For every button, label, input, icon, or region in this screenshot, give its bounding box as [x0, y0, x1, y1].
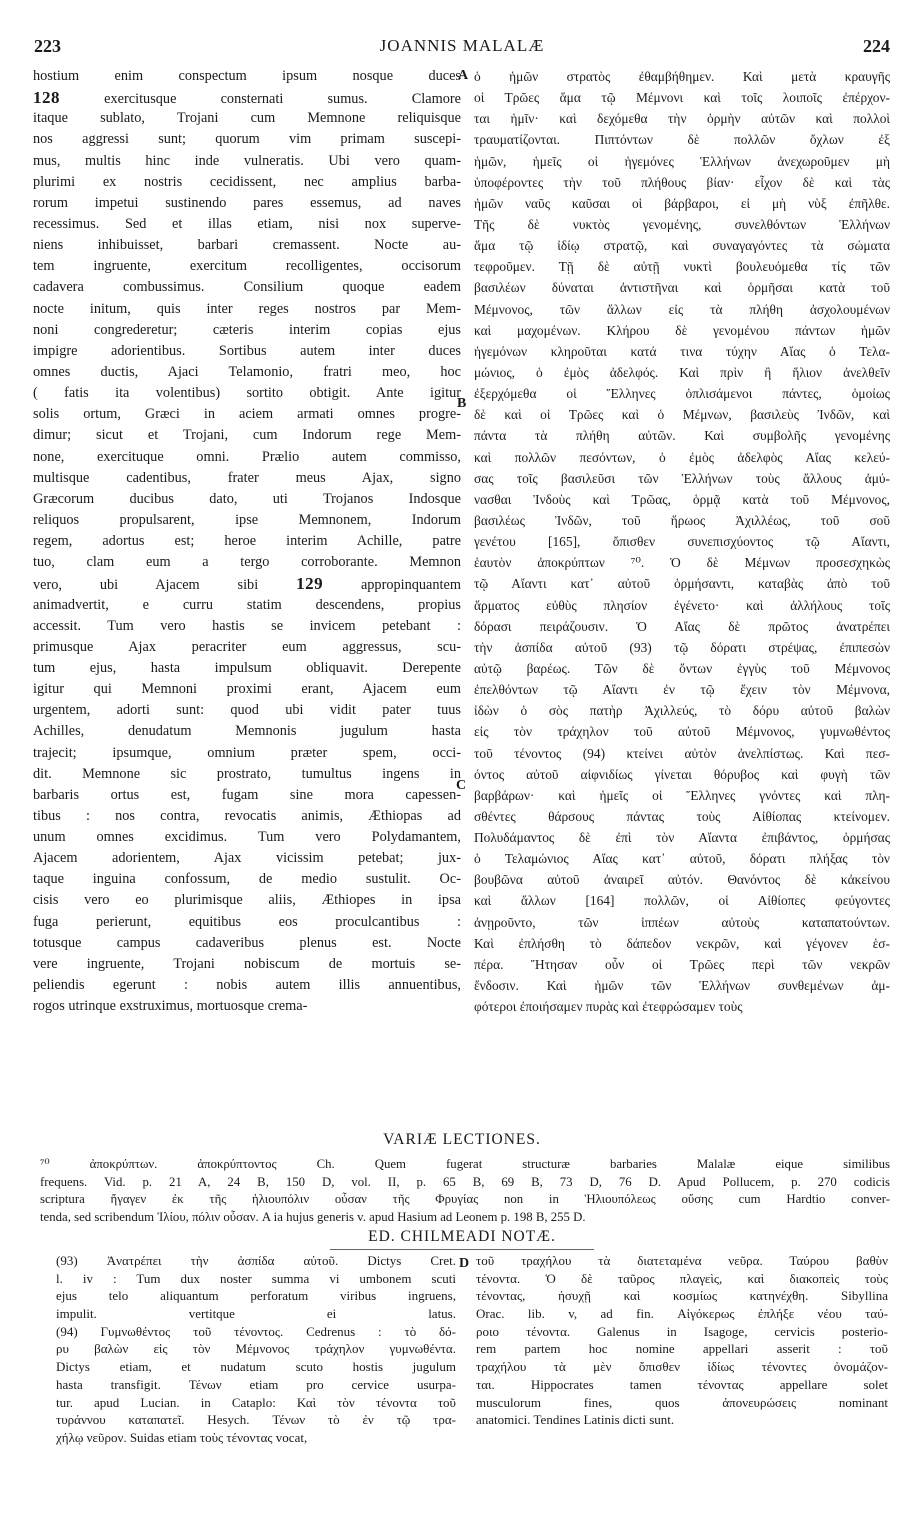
text-line: γενέτου [165], ὄπισθεν συνεπισχύοντος τῷ Αἴαντι, — [474, 534, 890, 550]
text-line: dimur; sicut et Trojani, cum Indorum rege Mem- — [33, 427, 461, 444]
text-line: fuga perierunt, equitibus eos proculcantibus : — [33, 913, 461, 930]
note-line: ejus telo aliquantum perforatum viribus ingruens, — [56, 1288, 456, 1304]
text-line: μώνιος, ὁ ἐμὸς ἀδελφός. Καὶ πρὶν ἢ ἥλιον ἀνελθεῖν — [474, 364, 890, 380]
text-line: nocte initum, quis inter reges nostros par Mem- — [33, 300, 461, 317]
text-line: δόρασι πειράζουσιν. Ὁ Αἴας δὲ πρῶτος ἀνατρέπει — [474, 618, 890, 634]
text-line: Græcorum ducibus dato, uti Trojanos Indosque — [33, 490, 461, 507]
text-line: όντος αὐτοῦ αἰφνιδίως γίνεται θόρυβος καὶ φυγὴ τῶν — [474, 766, 890, 782]
text-line: βασιλέως Ἰνδῶν, τοῦ ἥρωος Ἀχιλλέως, τοῦ σοῦ — [474, 512, 890, 528]
text-line: Τῆς δὲ νυκτὸς γενομένης, συνελθόντων Ἑλλήνων — [474, 216, 890, 232]
text-line: ὁ ἡμῶν στρατὸς ἐθαμβήθημεν. Καὶ μετὰ κραυγῆς — [474, 69, 890, 84]
note-line: musculorum fines, quos ἀπονευρώσεις nominant — [476, 1394, 888, 1410]
text-line: regem, adortus est; heroe interim Achille, patre — [33, 533, 461, 550]
text-line: ἡγεμόνων κληροῦται κατά τινα τύχην Αἴας ὁ Τελα- — [474, 343, 890, 359]
text-line: Achilles, denudatum Memnonis jugulum hasta — [33, 723, 461, 740]
text-line: noni congrederetur; cæteris interim copias ejus — [33, 321, 461, 338]
text-line: itaque sublato, Trojani cum Memnone reliquisque — [33, 110, 461, 127]
text-line: barbaris ortus est, fugam sine mora capessen- — [33, 786, 461, 803]
text-line: εἰς τὸν τράχηλον τοῦ αὐτοῦ Μέμνονος, γυμνωθέντος — [474, 724, 890, 740]
text-line: Καὶ ἐπλήσθη τὸ δάπεδον νεκρῶν, καὶ γέγονεν ἑσ- — [474, 935, 890, 951]
note-line: impulit. vertitque ei latus. — [56, 1306, 456, 1322]
text-line — [33, 573, 461, 594]
note-line: Orac. lib. v, ad fin. Αἰγόκερως ἐπλήξε νέου ταύ- — [476, 1306, 888, 1322]
note-line: tur. apud Lucian. in Cataplo: Καὶ τὸν τένοντα τοῦ — [56, 1394, 456, 1410]
note-line: ρυ βαλὼν εἰς τὸν Μέμνονος τράχηλον γυμνωθέντα. — [56, 1341, 456, 1357]
text-fragment: exercitusque consternati sumus. Clamore — [104, 91, 461, 108]
text-fragment: vero, ubi Ajacem sibi — [33, 577, 259, 594]
text-line: reliquos propulsarent, ipse Memnonem, Indorum — [33, 511, 461, 528]
text-line: ἡμῶν ναῦς καῦσαι οἱ βάρβαροι, εἰ μὴ νὺξ ἐπῆλθε. — [474, 195, 890, 211]
text-line: niens inhibuisset, barbari cremassent. Nocte au- — [33, 237, 461, 254]
text-line: τὴν ἀσπίδα αὐτοῦ (93) τῷ δόρατι στρέψας, ἐπιπεσὼν — [474, 639, 890, 655]
text-line: νασθαι Ἰνδοὺς καὶ Τρῶας, ὁρμᾷ κατὰ τοῦ Μέμνονος, — [474, 491, 890, 507]
text-line: peliendis egerunt : nobis autem illis annuentibus, — [33, 977, 461, 994]
text-line: primusque Ajax peracriter eum aggressus, scu- — [33, 638, 461, 655]
text-line: impigre adorientibus. Sortibus autem inter duces — [33, 342, 461, 359]
notes-heading: ED. CHILMEADI NOTÆ. — [368, 1228, 556, 1245]
text-line: tibus : nos contra, revocatis animis, Æthiopas ad — [33, 807, 461, 824]
text-line: animadvertit, e curru statim descendens, propius — [33, 596, 461, 613]
text-line: rogos utrinque exstruximus, mortuosque crema- — [33, 998, 308, 1015]
text-line: plurimi ex nostris cecidissent, nec amplius barba- — [33, 173, 461, 190]
page-number-left: 223 — [34, 36, 61, 56]
text-line: multisque cadentibus, frater meus Ajax, signo — [33, 469, 461, 486]
notes-rule — [330, 1249, 594, 1250]
text-line: βαρβάρων· καὶ ἡμεῖς οἱ Ἕλληνες γνόντες καὶ πλη- — [474, 787, 890, 803]
notes-right-column — [476, 1252, 888, 1429]
text-line: καὶ ἄλλων [164] πολλῶν, οἱ Αἰθίοπες φεύγοντες — [474, 893, 890, 909]
text-line: totusque campus cadaveribus plenus est. Nocte — [33, 934, 461, 951]
note-line: τυράννου καταπατεῖ. Hesych. Τένων τὸ ἐν τῷ τρα- — [56, 1412, 456, 1428]
text-line: ἰδὼν ὁ σὸς πατὴρ Ἀχιλλεύς, τὸ δόρυ αὐτοῦ βαλὼν — [474, 703, 890, 719]
text-fragment: appropinquantem — [360, 577, 461, 594]
text-line: ἐξερχόμεθα οἱ Ἕλληνες ὁπλισάμενοι πάντες, ὁμοίως — [474, 386, 890, 402]
section-marker-a: A — [458, 68, 469, 83]
text-line: ἅρματος εὐθὺς πλησίον ἐγένετο· καὶ ἀλλήλους τοῖς — [474, 597, 890, 613]
note-line: Dictys etiam, et nudatum scuto hostis jugulum — [56, 1359, 456, 1375]
note-line: τοῦ τραχήλου τὰ διατεταμένα νεῦρα. Ταύρου βαθὺν — [476, 1253, 888, 1268]
text-line: τεφροῦμεν. Τῇ δὲ αὐτῇ νυκτὶ βουλευόμεθα τίς τῶν — [474, 259, 890, 275]
page-number-right: 224 — [863, 36, 890, 56]
text-line: cadavera combussimus. Consilium quoque eadem — [33, 279, 461, 296]
text-line: urgentem, adorti sunt: quod ubi vidit pater tuus — [33, 702, 461, 719]
text-line: ὑποφέροντες τὴν τοῦ πλήθους βίαν· εἶχον δὲ καὶ τὰς — [474, 174, 890, 190]
margin-number: 129 — [296, 574, 324, 594]
text-line: καὶ πολλῶν πεσόντων, ὁ ἐμὸς ἀδελφὸς Αἴας κελεύ- — [474, 449, 890, 465]
text-line: mus, multis hinc inde vulneratis. Ubi vero quam- — [33, 152, 461, 169]
text-line: τῷ Αἴαντι κατ᾽ αὐτοῦ ὁρμήσαντι, καταβὰς ἀπὸ τοῦ — [474, 576, 890, 592]
text-line: vere ingruente, Trojani nobiscum de mortuis se- — [33, 955, 461, 972]
note-line: τραχήλου τὰ μὲν ὄπισθεν ἰδίως τένοντες ὀνομάζον- — [476, 1359, 888, 1375]
note-line: τένοντα. Ὁ δὲ ταῦρος πλαγεὶς, καὶ διακοπεὶς τοὺς — [476, 1270, 888, 1286]
variant-line: tenda, sed scribendum Ἰλίου, πόλιν οὖσαν. A ia hujus generis v. apud Hasium ad Leonem p. 198 B, 255 D. — [40, 1209, 586, 1224]
note-line: ροιο τένοντα. Galenus in Isagoge, cervicis posterio- — [476, 1323, 888, 1339]
text-line: αὐτῷ βαρέως. Τῶν δὲ ὄντων ἐγγὺς τοῦ Μέμνονος — [474, 660, 890, 676]
section-marker-b: B — [457, 396, 467, 411]
text-line: ἅμα τῷ ἰδίῳ στρατῷ, καὶ συναγαγόντες τὰ σώματα — [474, 238, 890, 254]
text-line: hostium enim conspectum ipsum nosque duces — [33, 68, 461, 84]
text-line: σας τοῖς βασιλεῦσι τῶν Ἑλλήνων τοὺς ἄλλους ἀμύ- — [474, 470, 890, 486]
note-line: τένοντας, ἡσυχῇ καὶ κοσμίως κατηνέχθη. Sibyllina — [476, 1288, 888, 1304]
text-line: dit. Memnone sic prostrato, tumultus ingens in — [33, 765, 461, 782]
note-line: χήλῳ νεῦρον. Suidas etiam τοὺς τένοντας vocat, — [56, 1429, 308, 1445]
variae-lectiones — [40, 1156, 890, 1226]
section-marker-c: C — [456, 778, 467, 793]
text-line: πάντα τὰ πλήθη αὐτῶν. Καὶ συμβολῆς γενομένης — [474, 428, 890, 444]
text-line: ὁ Τελαμώνιος Αἴας κατ᾽ αὐτοῦ, δόρατι πλήξας τὸν — [474, 851, 890, 867]
text-line: ἀνῃροῦντο, τῶν ἱππέων αὐτοὺς καταπατούντων. — [474, 914, 890, 930]
text-line: recessimus. Sed et illas etiam, nisi nox superve- — [33, 215, 461, 232]
text-line: cisis vero eo plurimisque aliis, Æthiopes in ipsa — [33, 892, 461, 909]
text-line: βουβῶνα αὐτοῦ ἀναιρεῖ αὐτόν. Θανόντος δὲ κἀκείνου — [474, 872, 890, 888]
note-line: l. iv : Tum dux noster summa vi umbonem scuti — [56, 1270, 456, 1286]
text-line: ἑαυτὸν ἀποκρύπτων ⁷⁰. Ὁ δὲ Μέμνων προσεσχηκὼς — [474, 555, 890, 571]
text-line: καὶ μαχομένων. Κλήρου δὲ γενομένου πάντων ἡμῶν — [474, 322, 890, 338]
text-line: Μέμνονος, τῶν ἄλλων εἰς τὰ πλήθη ἀσχολουμένων — [474, 301, 890, 317]
notes-left-column — [56, 1252, 456, 1447]
margin-number: 128 — [33, 88, 60, 108]
text-line: trajecit; ipsumque, omnium præter spem, occi- — [33, 744, 461, 761]
variae-lectiones-heading: VARIÆ LECTIONES. — [383, 1131, 541, 1148]
text-line: accessit. Tum vero hastis se invicem petebant : — [33, 617, 461, 634]
greek-column — [474, 66, 890, 1017]
text-line: solis ortum, Græci in aciem armati omnes progre- — [33, 406, 461, 423]
text-line: ἡμῶν, ἡμεῖς οἱ ἡγεμόνες Ἑλλήνων ἀνεχωροῦμεν μὴ — [474, 153, 890, 169]
text-line: taque inguina confossum, de medio sustulit. Oc- — [33, 871, 461, 888]
text-line: unum omnes excidimus. Tum vero Polydamantem, — [33, 829, 461, 846]
text-line: ται ἡμῖν· καὶ δεχόμεθα τὴν ὁρμὴν αὐτῶν καὶ πολλοὶ — [474, 111, 890, 127]
text-line: σθέντες θάρσους πάντας τοὺς Αἰθίοπας κτείνομεν. — [474, 808, 890, 824]
note-line: ται. Hippocrates tamen τένοντας appellare solet — [476, 1376, 888, 1392]
page-header — [34, 36, 890, 62]
note-line: rem partem hoc nomine appellari asserit : τοῦ — [476, 1341, 888, 1357]
text-line: igitur qui Memnoni proximi erant, Ajacem eum — [33, 681, 461, 698]
text-line: ἐπελθόντων τῷ Αἴαντι ἐν τῷ ἔχειν τὸν Μέμνονα, — [474, 682, 890, 698]
text-line: ἔνδοσιν. Καὶ ἡμῶν τῶν Ἑλλήνων συνθεμένων ἀμ- — [474, 978, 890, 994]
text-line: τραυματίζονται. Πιπτόντων δὲ πολλῶν ὄχλων ἐξ — [474, 132, 890, 148]
text-line: βασιλέων δύναται ἀντιστῆναι καὶ ὁρμῆσαι κατὰ τοῦ — [474, 280, 890, 296]
note-line: (93) Ἀνατρέπει τὴν ἀσπίδα αὐτοῦ. Dictys Cret. — [56, 1253, 456, 1268]
text-line: rorum impetui sustinendo pares essemus, ad naves — [33, 194, 461, 211]
text-line: Ajacem adorientem, Ajax vicissim petebat; jux- — [33, 850, 461, 867]
latin-column — [33, 66, 461, 1017]
text-line: ( fatis ita volentibus) sortito obtigit. Ante igitur — [33, 385, 461, 402]
variant-line: frequens. Vid. p. 21 A, 24 B, 150 D, vol. II, p. 65 B, 69 B, 73 D, 76 D. Apud Pollucem, p. 270 codicis — [40, 1174, 890, 1189]
text-line: tuo, clam eum a tergo corroborante. Memnon — [33, 554, 461, 571]
text-line: tum ejus, hasta impulsum obliquavit. Derepente — [33, 659, 461, 676]
running-title: JOANNIS MALALÆ — [379, 36, 545, 55]
note-line: (94) Γυμνωθέντος τοῦ τένοντος. Cedrenus : τὸ δό- — [56, 1323, 456, 1339]
section-marker-d: D — [459, 1256, 470, 1271]
note-line: hasta transfigit. Τένων etiam pro cervice usurpa- — [56, 1376, 456, 1392]
text-line: omnes ductis, Ajaci Telamonio, fratri meo, hoc — [33, 363, 461, 380]
variant-line: scriptura ἤγαγεν ἐκ τῆς ἡλιουπόλιν οὖσαν τῆς Φρυγίας non in Ἡλιουπόλεως οὔσης cum Hardtio conver- — [40, 1192, 890, 1206]
text-line: τοῦ τένοντος (94) κτείνει αὐτὸν ἀνελπίστως. Καὶ πεσ- — [474, 745, 890, 761]
text-line — [33, 87, 461, 108]
text-line: πέρα. Ἤτησαν οὖν οἱ Τρῶες περὶ τῶν νεκρῶν — [474, 956, 890, 972]
variant-line: ⁷⁰ ἀποκρύπτων. ἀποκρύπτοντος Ch. Quem fugerat structuræ barbaries Malalæ eique similibus — [40, 1157, 890, 1171]
text-line: Πολυδάμαντος δὲ ἐπὶ τὸν Αἴαντα ἐπιβάντος, ὁρμήσας — [474, 830, 890, 846]
note-line: anatomici. Tendines Latinis dicti sunt. — [476, 1412, 675, 1428]
text-line: οἱ Τρῶες ἅμα τῷ Μέμνονι καὶ τοῖς λοιποῖς ἐπέρχον- — [474, 90, 890, 106]
text-line: none, exercituque omni. Prælio autem commisso, — [33, 448, 461, 465]
text-line: tem ingruente, exercitum recolligentes, occisorum — [33, 258, 461, 275]
text-line: δὲ καὶ οἱ Τρῶες καὶ ὁ Μέμνων, βασιλεὺς Ἰνδῶν, καὶ — [474, 407, 890, 423]
text-line: φότεροι ἐποιήσαμεν πυρὰς καὶ ἐτεφρώσαμεν τοὺς — [474, 999, 743, 1015]
text-line: nos aggressi sunt; quorum vim primam suscepi- — [33, 131, 461, 148]
